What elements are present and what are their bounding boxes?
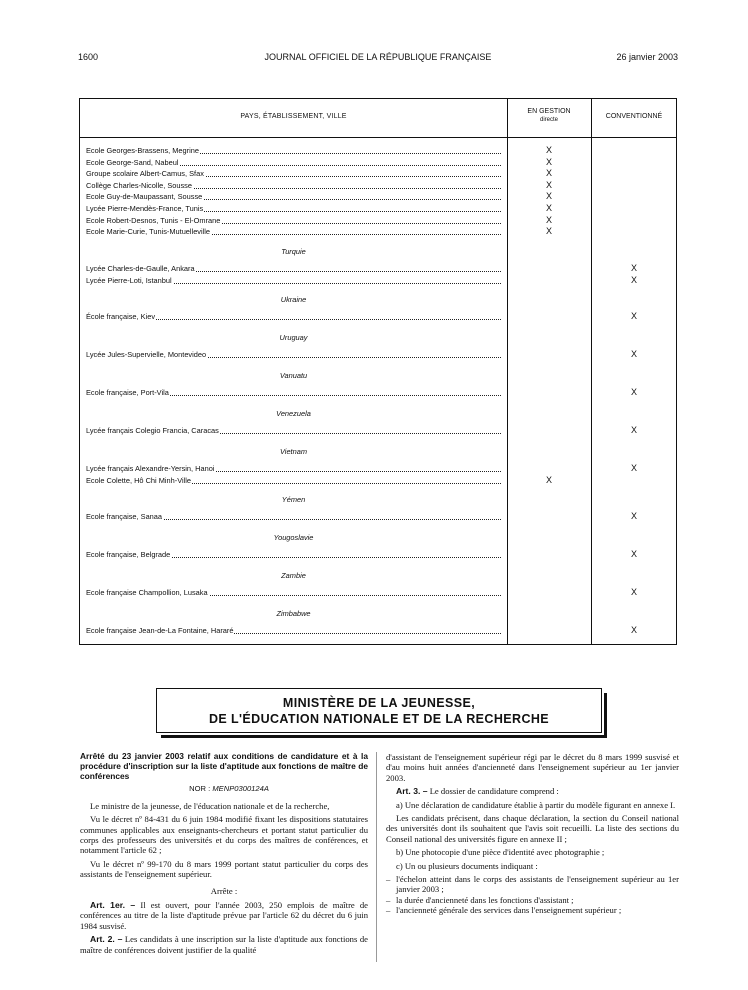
country-heading: Vietnam: [280, 447, 307, 456]
establishment-name: Ecole George-Sand, Nabeul: [86, 157, 179, 167]
establishment-name: Ecole Robert-Desnos, Tunis - El-Omrane: [86, 215, 221, 225]
establishment-row: [86, 215, 501, 226]
dash-item-3: – l'ancienneté générale des services dans l'enseignement supérieur ;: [386, 905, 679, 915]
establishment-name: Groupe scolaire Albert-Camus, Sfax: [86, 169, 204, 179]
contracted-mark: X: [630, 549, 637, 559]
col-header-direct-line2: directe: [539, 117, 558, 123]
establishment-name: Ecole Colette, Hô Chi Minh-Ville: [86, 476, 192, 485]
establishment-name: École française, Kiev: [86, 312, 156, 321]
contracted-mark: X: [630, 311, 637, 321]
direct-management-mark: X: [545, 168, 552, 179]
direct-management-mark: X: [545, 156, 552, 167]
article-2-text: Les candidats à une inscription sur la liste d'aptitude aux fonctions de maître de conférences doivent justifier de la qualité: [80, 934, 368, 955]
contracted-mark: X: [630, 511, 637, 521]
sections-paragraph: Les candidats précisent, dans chaque déclaration, la section du Conseil national des universités dont ils souhaitent que l'avis soit recueilli. La liste des sections du Conseil national des universités figure en annexe II ;: [386, 813, 679, 844]
col-header-direct-line1: EN GESTION: [527, 108, 571, 115]
dash-item-2: – la durée d'ancienneté dans les fonctions d'assistant ;: [386, 895, 679, 905]
article-1: [80, 900, 368, 931]
direct-management-mark: X: [545, 226, 552, 237]
establishment-row: [86, 587, 501, 598]
decree-left-column: [80, 752, 368, 958]
establishment-row: [86, 275, 501, 286]
col-header-establishment: PAYS, ÉTABLISSEMENT, VILLE: [240, 113, 347, 120]
page-header: [78, 52, 678, 66]
nor-reference: [80, 784, 368, 794]
article-1-label: Art. 1er. –: [90, 900, 136, 911]
ministry-line1: MINISTÈRE DE LA JEUNESSE,: [282, 696, 476, 710]
establishment-name: Ecole française Jean-de-La Fontaine, Hararé: [86, 626, 234, 635]
establishment-row: [86, 145, 501, 156]
column-rule: [376, 752, 377, 962]
header-divider: [80, 137, 676, 138]
ministry-box: [156, 688, 602, 733]
contracted-mark: X: [630, 425, 637, 435]
establishment-name: Lycée Pierre-Mendès-France, Tunis: [86, 204, 204, 213]
article-3-label: Art. 3. –: [396, 786, 428, 797]
article-3: [386, 786, 679, 796]
establishment-row: [86, 425, 501, 436]
article-2: [80, 934, 368, 955]
country-heading: Vanuatu: [279, 371, 308, 380]
item-b: b) Une photocopie d'une pièce d'identité avec photographie ;: [396, 847, 605, 858]
preamble-1: Le ministre de la jeunesse, de l'éducation nationale et de la recherche,: [90, 800, 330, 811]
preamble-2: Vu le décret nº 84-431 du 6 juin 1984 modifié fixant les dispositions statutaires communes applicables aux enseignants-chercheurs et portant statut particulier du corps des professeurs des universités et du corps des maîtres de conférences, et notamment l'article 62 ;: [80, 814, 368, 856]
establishment-row: [86, 191, 501, 202]
item-a: a) Une déclaration de candidature établie à partir du modèle figurant en annexe I.: [396, 799, 676, 810]
direct-management-mark: X: [545, 145, 552, 155]
establishment-name: Ecole française Champollion, Lusaka: [86, 588, 208, 597]
establishment-row: [86, 625, 501, 636]
contracted-mark: X: [630, 625, 637, 635]
establishment-row: [86, 349, 501, 360]
nor-code: MENP0300124A: [212, 784, 269, 794]
establishment-row: [86, 226, 501, 237]
direct-management-mark: X: [545, 475, 552, 485]
country-heading: Turquie: [281, 247, 306, 256]
establishment-name: Ecole française, Belgrade: [86, 550, 171, 559]
establishment-name: Lycée français Alexandre-Yersin, Hanoi: [86, 464, 215, 473]
article-2-continued: d'assistant de l'enseignement supérieur régi par le décret du 8 mars 1999 susvisé et d'au moins huit années d'ancienneté dans l'enseignement supérieur au 1er janvier 2003.: [386, 752, 679, 783]
preamble-3: Vu le décret nº 99-170 du 8 mars 1999 portant statut particulier du corps des assistants de l'enseignement supérieur.: [80, 858, 368, 880]
nor-label: NOR :: [189, 784, 211, 794]
ministry-line2: DE L'ÉDUCATION NATIONALE ET DE LA RECHERCHE: [208, 712, 550, 726]
col-header-contracted: CONVENTIONNÉ: [605, 113, 663, 120]
dash-item-1: – l'échelon atteint dans le corps des assistants de l'enseignement supérieur au 1er janvier 2003 ;: [386, 874, 679, 895]
col-header-direct-management: [507, 108, 591, 124]
country-heading: Zimbabwe: [276, 609, 311, 618]
establishment-row: [86, 311, 501, 322]
article-3-text: Le dossier de candidature comprend :: [429, 786, 559, 797]
establishment-name: Ecole Guy-de-Maupassant, Sousse: [86, 192, 203, 202]
column-divider: [507, 99, 508, 644]
establishment-row: [86, 180, 501, 191]
direct-management-mark: X: [545, 203, 552, 213]
contracted-mark: X: [630, 349, 637, 359]
country-heading: Uruguay: [279, 333, 308, 342]
country-heading: Venezuela: [276, 409, 311, 418]
decree-right-column: [386, 752, 679, 916]
contracted-mark: X: [630, 387, 637, 397]
decree-title: Arrêté du 23 janvier 2003 relatif aux conditions de candidature et à la procédure d'inscription sur la liste d'aptitude aux fonctions de maître de conférences: [80, 751, 368, 781]
column-divider: [591, 99, 592, 644]
contracted-mark: X: [630, 263, 637, 273]
establishment-row: [86, 387, 501, 398]
establishment-name: Lycée Jules-Supervielle, Montevideo: [86, 350, 207, 359]
article-1-text: Il est ouvert, pour l'année 2003, 250 emplois de maître de conférences au titre de la liste d'aptitude prévue par l'article 62 du décret du 6 juin 1984 susvisé.: [80, 900, 368, 931]
establishment-row: [86, 475, 501, 486]
establishment-row: [86, 549, 501, 560]
issue-date: 26 janvier 2003: [616, 52, 678, 62]
journal-title: JOURNAL OFFICIEL DE LA RÉPUBLIQUE FRANÇAISE: [264, 52, 492, 62]
establishment-name: Ecole Georges-Brassens, Megrine: [86, 146, 199, 155]
establishment-row: [86, 168, 501, 179]
direct-management-mark: X: [545, 179, 552, 190]
establishment-row: [86, 263, 501, 274]
arrete-heading: Arrête :: [210, 885, 238, 896]
establishment-name: Lycée Charles-de-Gaulle, Ankara: [86, 264, 195, 273]
direct-management-mark: X: [545, 214, 552, 225]
country-heading: Ukraine: [280, 295, 307, 304]
contracted-mark: X: [630, 587, 637, 597]
direct-management-mark: X: [545, 191, 552, 202]
establishment-name: Lycée Pierre-Loti, Istanbul: [86, 276, 172, 285]
article-2-label: Art. 2. –: [90, 934, 123, 945]
establishment-row: [86, 203, 501, 214]
item-c: c) Un ou plusieurs documents indiquant :: [396, 860, 538, 871]
contracted-mark: X: [630, 463, 637, 473]
country-heading: Yémen: [281, 495, 306, 504]
contracted-mark: X: [630, 275, 637, 285]
country-heading: Yougoslavie: [273, 533, 314, 542]
establishment-row: [86, 511, 501, 522]
establishment-name: Lycée français Colegio Francia, Caracas: [86, 426, 219, 435]
establishment-name: Ecole Marie-Curie, Tunis-Mutuelleville: [86, 227, 211, 237]
establishment-row: [86, 157, 501, 168]
country-heading: Zambie: [281, 571, 306, 580]
establishment-name: Collège Charles-Nicolle, Sousse: [86, 180, 192, 190]
page-number: 1600: [78, 52, 99, 62]
establishment-name: Ecole française, Sanaa: [86, 512, 163, 521]
schools-table: [79, 98, 677, 645]
establishment-row: [86, 463, 501, 474]
establishment-name: Ecole française, Port-Vila: [86, 388, 169, 397]
